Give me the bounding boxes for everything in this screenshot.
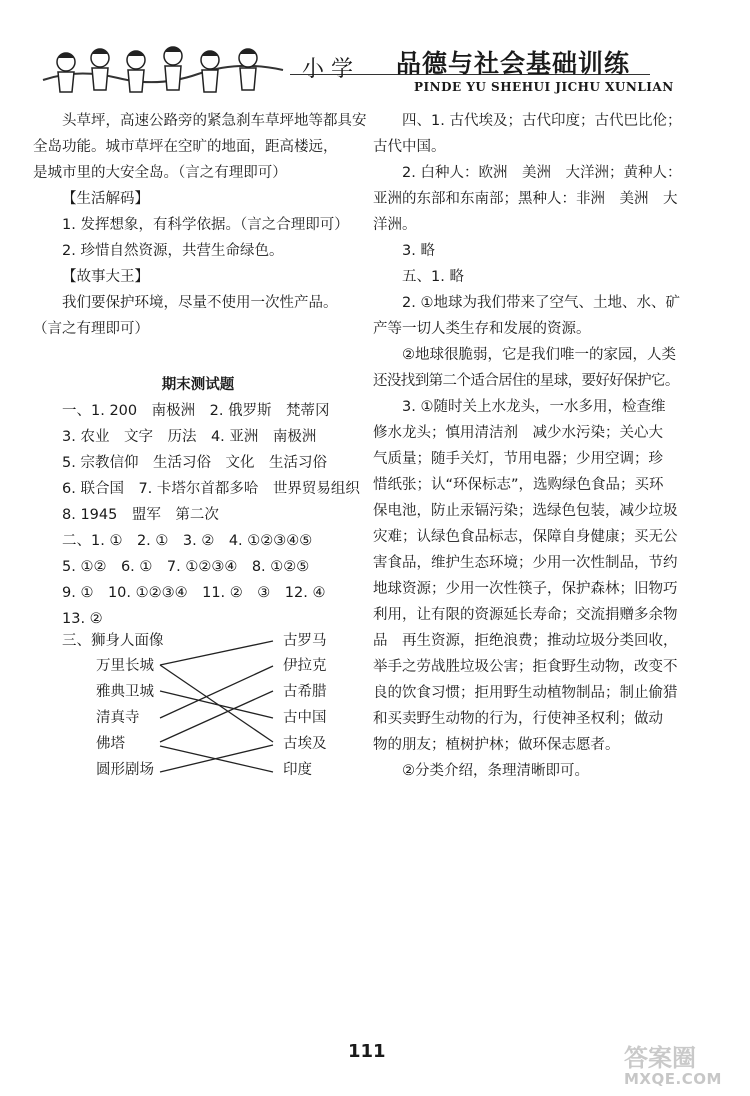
text-line: 五、1. 略	[402, 269, 464, 285]
text-line: 修水龙头；慎用清洁剂 减少水污染；关心大	[373, 425, 663, 441]
text-line: 1. 发挥想象，有科学依据。（言之合理即可）	[62, 217, 349, 233]
text-line: 全岛功能。城市草坪在空旷的地面，距高楼远，	[33, 139, 338, 155]
text-line: 保电池，防止汞镉污染；选绿色包装，减少垃圾	[373, 503, 678, 519]
right-column	[373, 108, 698, 784]
text-line: 和买卖野生动物的行为，行使神圣权利；做动	[373, 711, 663, 727]
match-right-item: 古埃及	[283, 736, 327, 752]
match-left-item: 雅典卫城	[96, 684, 154, 700]
text-line: ②分类介绍，条理清晰即可。	[402, 763, 589, 779]
text-line: 头草坪，高速公路旁的紧急刹车草坪地等都具安	[62, 113, 367, 129]
match-left-item: 清真寺	[96, 710, 140, 726]
text-line: （言之有理即可）	[33, 321, 149, 337]
text-line: 2. ①地球为我们带来了空气、土地、水、矿	[402, 295, 680, 311]
text-line: 3. ①随时关上水龙头，一水多用，检查维	[402, 399, 666, 415]
text-line: 产等一切人类生存和发展的资源。	[373, 321, 591, 337]
left-column	[33, 108, 367, 632]
text-line: 洋洲。	[373, 217, 417, 233]
text-line: 物的朋友；植树护林；做环保志愿者。	[373, 737, 620, 753]
answer-line: 5. 宗教信仰 生活习俗 文化 生活习俗	[62, 455, 327, 471]
section-label: 【生活解码】	[62, 191, 149, 207]
text-line: 四、1. 古代埃及；古代印度；古代巴比伦；	[402, 113, 682, 129]
answer-line: 9. ① 10. ①②③④ 11. ② ③ 12. ④	[62, 585, 326, 601]
match-right-item: 古罗马	[283, 633, 327, 649]
match-left-item: 圆形剧场	[96, 762, 154, 778]
answer-line: 5. ①② 6. ① 7. ①②③④ 8. ①②⑤	[62, 559, 310, 575]
text-line: 亚洲的东部和东南部；黑种人：非洲 美洲 大	[373, 191, 678, 207]
answer-line: 3. 农业 文字 历法 4. 亚洲 南极洲	[62, 429, 317, 445]
text-line: 气质量；随手关灯，节用电器；少用空调；珍	[373, 451, 663, 467]
text-line: 2. 白种人：欧洲 美洲 大洋洲；黄种人：	[402, 165, 682, 181]
text-line: 是城市里的大安全岛。（言之有理即可）	[33, 165, 287, 181]
matching-exercise	[33, 629, 363, 789]
page-number: 111	[348, 1041, 386, 1062]
page-header	[0, 0, 750, 108]
match-left-item: 三、狮身人面像	[62, 633, 164, 649]
header-school-level: 小 学	[302, 57, 353, 82]
watermark-url: MXQE.COM	[624, 1070, 722, 1088]
match-right-item: 古中国	[283, 710, 327, 726]
watermark-top-text: 答案圈	[624, 1044, 696, 1072]
header-title: 品德与社会基础训练	[396, 49, 631, 78]
answer-line: 二、1. ① 2. ① 3. ② 4. ①②③④⑤	[62, 533, 313, 549]
text-line: 2. 珍惜自然资源，共营生命绿色。	[62, 243, 284, 259]
match-left-item: 万里长城	[96, 658, 154, 674]
text-line: 举手之劳战胜垃圾公害；拒食野生动物，改变不	[373, 659, 678, 675]
text-line: 还没找到第二个适合居住的星球，要好好保护它。	[373, 373, 679, 389]
match-left-item: 佛塔	[96, 736, 125, 752]
text-line: ②地球很脆弱，它是我们唯一的家园，人类	[402, 347, 676, 363]
text-line: 我们要保护环境，尽量不使用一次性产品。	[62, 295, 338, 311]
text-line: 品 再生资源，拒绝浪费；推动垃圾分类回收，	[373, 633, 678, 649]
section-label: 【故事大王】	[62, 269, 149, 285]
match-right-item: 印度	[283, 762, 312, 778]
answer-line: 一、1. 200 南极洲 2. 俄罗斯 梵蒂冈	[62, 403, 330, 419]
answer-line: 13. ②	[62, 611, 103, 627]
text-line: 3. 略	[402, 243, 435, 259]
match-right-item: 伊拉克	[283, 658, 327, 674]
text-line: 地球资源；少用一次性筷子，保护森林；旧物巧	[373, 581, 678, 597]
text-line: 灾难；认绿色食品标志，保障自身健康；买无公	[373, 529, 678, 545]
section-title: 期末测试题	[161, 377, 235, 393]
text-line: 利用，让有限的资源延长寿命；交流捐赠多余物	[373, 607, 678, 623]
text-line: 惜纸张；认“环保标志”，选购绿色食品；买环	[373, 477, 664, 493]
text-line: 害食品，维护生态环境；少用一次性制品，节约	[373, 555, 678, 571]
text-line: 古代中国。	[373, 139, 446, 155]
answer-line: 6. 联合国 7. 卡塔尔首都多哈 世界贸易组织	[62, 481, 360, 497]
answer-line: 8. 1945 盟军 第二次	[62, 507, 219, 523]
children-illustration	[38, 40, 288, 102]
match-right-item: 古希腊	[283, 684, 327, 700]
text-line: 良的饮食习惯；拒用野生动植物制品；制止偷猎	[373, 685, 678, 701]
header-pinyin-subtitle: PINDE YU SHEHUI JICHU XUNLIAN	[414, 80, 674, 94]
